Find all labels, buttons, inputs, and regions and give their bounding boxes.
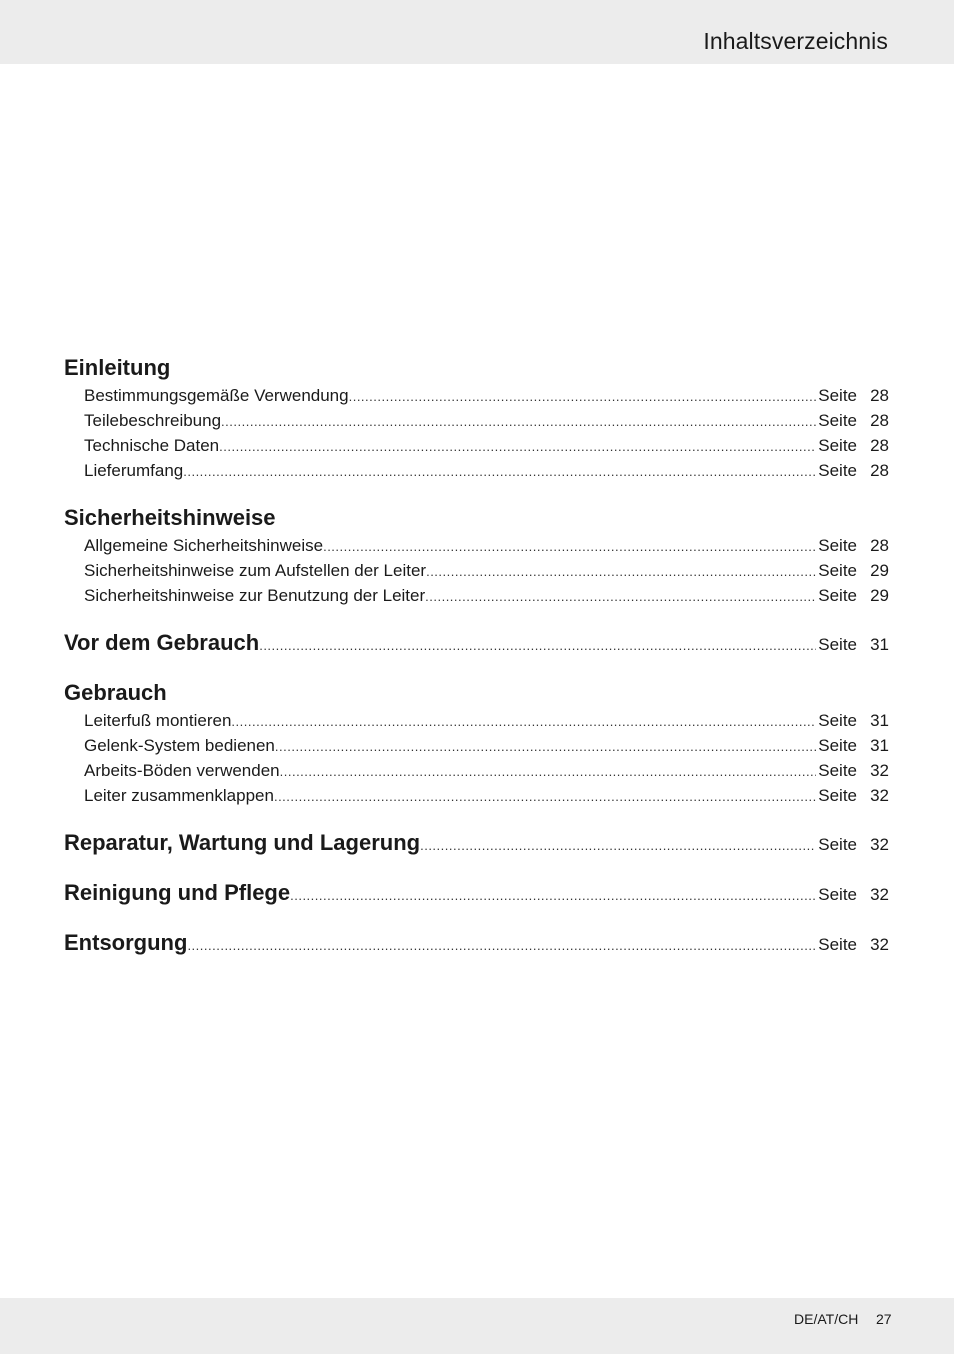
toc-entry[interactable]	[84, 433, 889, 458]
toc-entry-reparatur[interactable]	[64, 828, 889, 858]
toc-page-word: Seite	[818, 411, 857, 430]
toc-heading-label: Entsorgung	[64, 930, 188, 955]
toc-entry-label: Allgemeine Sicherheitshinweise	[84, 536, 324, 555]
toc-page-word: Seite	[818, 561, 857, 580]
toc-page-number: 28	[870, 386, 889, 405]
toc-page-word: Seite	[818, 461, 857, 480]
toc-page-word: Seite	[818, 711, 857, 730]
toc-entry-label: Arbeits-Böden verwenden	[84, 761, 280, 780]
toc-entry-label: Leiterfuß montieren	[84, 711, 232, 730]
toc-entry-label: Lieferumfang	[84, 461, 184, 480]
toc-page-number: 29	[870, 586, 889, 605]
toc-entry[interactable]	[84, 758, 889, 783]
toc-dot-leader	[259, 631, 816, 661]
toc-heading-einleitung: Einleitung	[64, 355, 171, 380]
toc-entry[interactable]	[84, 733, 889, 758]
toc-page-number: 31	[870, 635, 889, 654]
footer-region-code: DE/AT/CH	[794, 1311, 859, 1327]
toc-entry-entsorgung[interactable]	[64, 928, 889, 958]
toc-page-number: 28	[870, 536, 889, 555]
toc-dot-leader	[275, 734, 816, 759]
toc-page-number: 32	[870, 935, 889, 954]
toc-entry[interactable]	[84, 708, 889, 733]
toc-dot-leader	[274, 784, 816, 809]
toc-dot-leader	[231, 709, 816, 734]
toc-entry-label: Bestimmungsgemäße Verwendung	[84, 386, 349, 405]
toc-page-number: 29	[870, 561, 889, 580]
toc-dot-leader	[425, 584, 816, 609]
toc-page-word: Seite	[818, 586, 857, 605]
toc-dot-leader	[183, 459, 816, 484]
toc-page-word: Seite	[818, 786, 857, 805]
toc-dot-leader	[420, 831, 816, 861]
toc-page-number: 32	[870, 885, 889, 904]
toc-entry-label: Gelenk-System bedienen	[84, 736, 275, 755]
toc-page-word: Seite	[818, 436, 857, 455]
toc-page-word: Seite	[818, 761, 857, 780]
toc-page-number: 28	[870, 411, 889, 430]
toc-dot-leader	[426, 559, 816, 584]
footer-page-number: 27	[876, 1311, 892, 1327]
toc-entry-label: Technische Daten	[84, 436, 220, 455]
toc-dot-leader	[221, 409, 816, 434]
toc-heading-label: Reparatur, Wartung und Lagerung	[64, 830, 421, 855]
toc-dot-leader	[349, 384, 817, 409]
toc-entry-reinigung[interactable]	[64, 878, 889, 908]
toc-page-word: Seite	[818, 386, 857, 405]
toc-page-number: 31	[870, 711, 889, 730]
toc-page-number: 31	[870, 736, 889, 755]
toc-entry-vor-dem-gebrauch[interactable]	[64, 628, 889, 658]
toc-entry[interactable]	[84, 583, 889, 608]
toc-page-number: 28	[870, 461, 889, 480]
toc-page-word: Seite	[818, 885, 857, 904]
toc-page-number: 32	[870, 835, 889, 854]
toc-entry[interactable]	[84, 408, 889, 433]
toc-page-word: Seite	[818, 736, 857, 755]
toc-entry[interactable]	[84, 558, 889, 583]
page-title: Inhaltsverzeichnis	[703, 28, 888, 54]
toc-entry[interactable]	[84, 533, 889, 558]
toc-page-word: Seite	[818, 835, 857, 854]
toc-dot-leader	[187, 931, 816, 961]
toc-dot-leader	[323, 534, 816, 559]
toc-entry-label: Teilebeschreibung	[84, 411, 222, 430]
toc-dot-leader	[290, 881, 816, 911]
toc-entry[interactable]	[84, 458, 889, 483]
toc-heading-gebrauch: Gebrauch	[64, 680, 167, 705]
toc-page-word: Seite	[818, 635, 857, 654]
toc-entry-label: Sicherheitshinweise zur Benutzung der Leiter	[84, 586, 426, 605]
toc-heading-label: Vor dem Gebrauch	[64, 630, 260, 655]
toc-entry[interactable]	[84, 783, 889, 808]
toc-dot-leader	[280, 759, 817, 784]
toc-page-word: Seite	[818, 536, 857, 555]
toc-page-word: Seite	[818, 935, 857, 954]
toc-page-number: 28	[870, 436, 889, 455]
toc-page-number: 32	[870, 786, 889, 805]
toc-entry[interactable]	[84, 383, 889, 408]
toc-heading-label: Reinigung und Pflege	[64, 880, 291, 905]
toc-entry-label: Leiter zusammenklappen	[84, 786, 274, 805]
toc-entry-label: Sicherheitshinweise zum Aufstellen der Leiter	[84, 561, 427, 580]
toc-page-number: 32	[870, 761, 889, 780]
toc-dot-leader	[219, 434, 816, 459]
toc-heading-sicherheitshinweise: Sicherheitshinweise	[64, 505, 276, 530]
